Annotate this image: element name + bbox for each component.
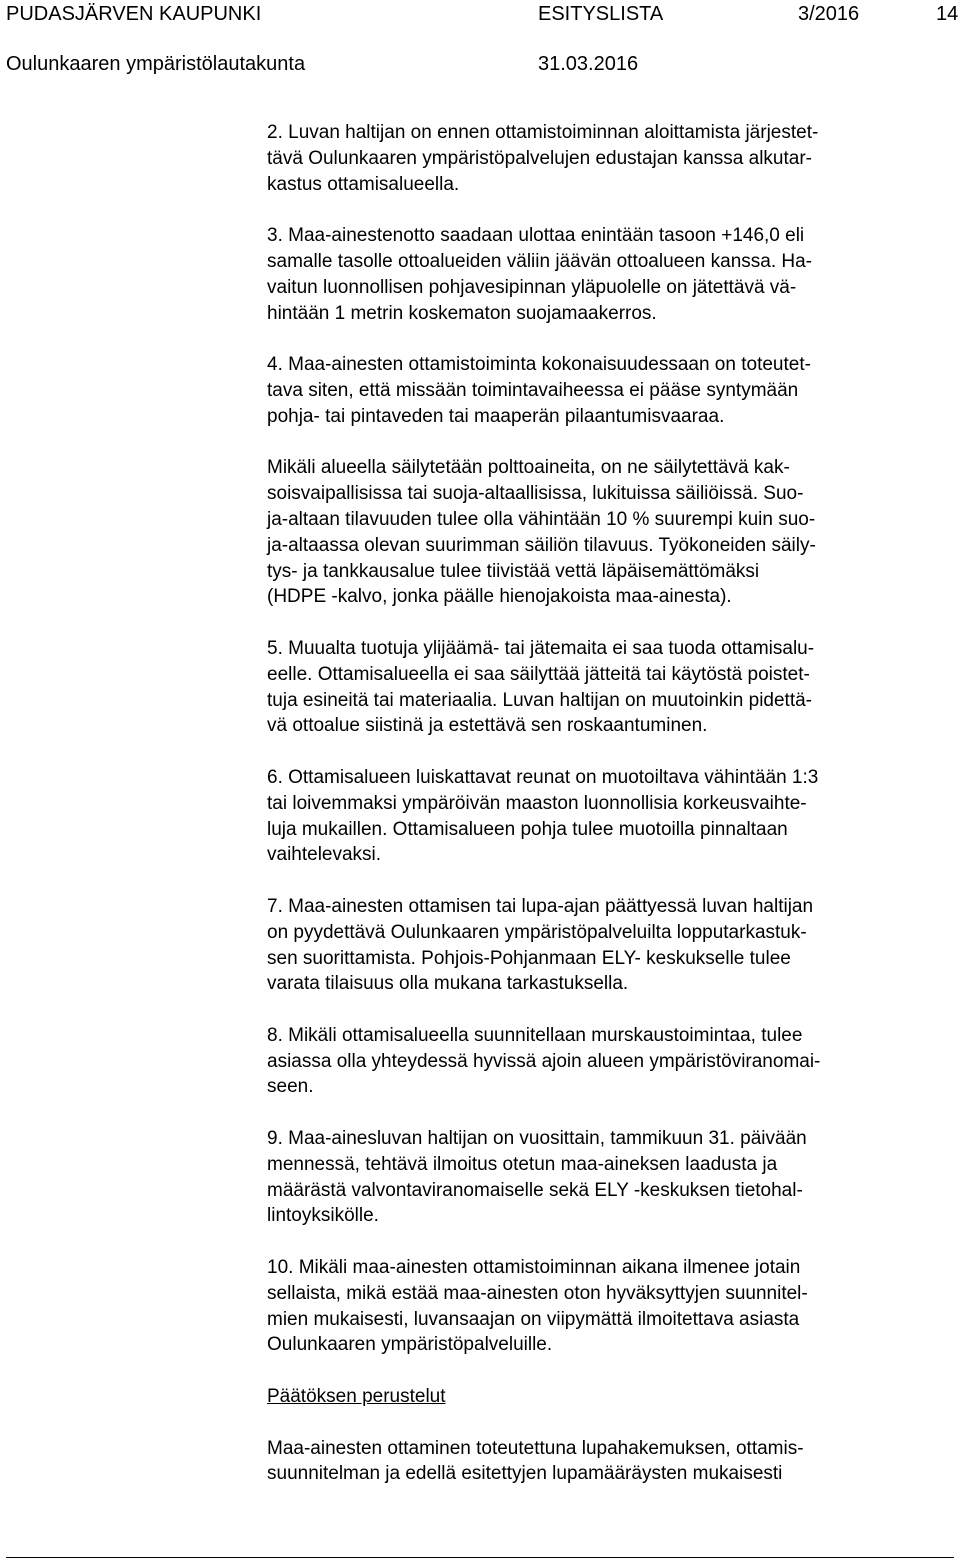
text-line: soisvaipallisissa tai suoja-altaallisissa, lukituissa säiliöissä. Suo- <box>267 483 804 505</box>
text-line: asiassa olla yhteydessä hyvissä ajoin alueen ympäristöviranomai- <box>267 1050 821 1072</box>
organization-name: PUDASJÄRVEN KAUPUNKI <box>6 3 262 25</box>
text-line: pohja- tai pintaveden tai maaperän pilaantumisvaaraa. <box>267 405 725 427</box>
text-line: määrästä valvontaviranomaiselle sekä ELY -keskuksen tietohal- <box>267 1179 803 1201</box>
text-line: (HDPE -kalvo, jonka päälle hienojakoista maa-ainesta). <box>267 586 732 608</box>
text-line: kastus ottamisalueella. <box>267 173 460 195</box>
footer-divider <box>6 1557 954 1558</box>
text-line: 2. Luvan haltijan on ennen ottamistoiminnan aloittamista järjestet- <box>267 122 819 143</box>
text-line: 5. Muualta tuotuja ylijäämä- tai jätemaita ei saa tuoda ottamisalu- <box>267 637 815 659</box>
text-line: varata tilaisuus olla mukana tarkastuksella. <box>267 973 629 995</box>
page-number: 14 <box>936 3 959 25</box>
board-name: Oulunkaaren ympäristölautakunta <box>6 53 306 75</box>
text-line: seen. <box>267 1076 314 1098</box>
condition-paragraph <box>267 1126 957 1229</box>
text-line: mien mukaisesti, luvansaajan on viipymättä ilmoitettava asiasta <box>267 1308 800 1330</box>
text-line: 6. Ottamisalueen luiskattavat reunat on muotoiltava vähintään 1:3 <box>267 766 819 788</box>
text-line: 9. Maa-ainesluvan haltijan on vuosittain, tammikuun 31. päivään <box>267 1128 807 1150</box>
condition-paragraph <box>267 1023 957 1100</box>
text-line: samalle tasolle ottoalueiden väliin jäävän ottoalueen kanssa. Ha- <box>267 250 813 272</box>
condition-paragraph <box>267 455 957 610</box>
text-line: suunnitelman ja edellä esitettyjen lupamääräysten mukaisesti <box>267 1463 783 1485</box>
text-line: vä ottoalue siistinä ja estettävä sen roskaantuminen. <box>267 715 708 737</box>
text-line: ja-altaassa olevan suurimman säiliön tilavuus. Työkoneiden säily- <box>267 534 816 556</box>
condition-paragraph <box>267 223 957 326</box>
document-type: ESITYSLISTA <box>538 3 664 25</box>
text-line: 8. Mikäli ottamisalueella suunnitellaan murskaustoimintaa, tulee <box>267 1024 803 1046</box>
text-line: tava siten, että missään toimintavaiheessa ei pääse syntymään <box>267 379 799 401</box>
text-line: Maa-ainesten ottaminen toteutettuna lupahakemuksen, ottamis- <box>267 1437 804 1459</box>
text-line: 10. Mikäli maa-ainesten ottamistoiminnan aikana ilmenee jotain <box>267 1257 801 1279</box>
text-line: on pyydettävä Oulunkaaren ympäristöpalveluilta lopputarkastuk- <box>267 921 807 943</box>
text-line: vaitun luonnollisen pohjavesipinnan yläpuolelle on jätettävä vä- <box>267 276 797 298</box>
meeting-date: 31.03.2016 <box>538 53 639 75</box>
document-number: 3/2016 <box>798 3 860 25</box>
text-line: sen suorittamista. Pohjois-Pohjanmaan ELY- keskukselle tulee <box>267 947 791 969</box>
text-line: eelle. Ottamisalueella ei saa säilyttää jätteitä tai käytöstä poistet- <box>267 663 810 685</box>
condition-paragraph <box>267 894 957 997</box>
condition-paragraph <box>267 636 957 739</box>
text-line: 4. Maa-ainesten ottamistoiminta kokonaisuudessaan on toteutet- <box>267 354 811 376</box>
text-line: tävä Oulunkaaren ympäristöpalvelujen edustajan kanssa alkutar- <box>267 147 812 169</box>
condition-paragraph <box>267 1255 957 1358</box>
text-line: Oulunkaaren ympäristöpalveluille. <box>267 1334 553 1356</box>
text-line: 3. Maa-ainestenotto saadaan ulottaa enintään tasoon +146,0 eli <box>267 225 805 247</box>
text-line: vaihtelevaksi. <box>267 844 382 866</box>
final-paragraph <box>267 1436 957 1488</box>
text-line: lintoyksikölle. <box>267 1205 379 1227</box>
condition-paragraph <box>267 120 957 197</box>
text-line: ja-altaan tilavuuden tulee olla vähintään 10 % suurempi kuin suo- <box>267 508 816 530</box>
text-line: tys- ja tankkausalue tulee tiivistää vettä läpäisemättömäksi <box>267 560 760 582</box>
permit-conditions <box>267 120 957 1358</box>
text-line: 7. Maa-ainesten ottamisen tai lupa-ajan päättyessä luvan haltijan <box>267 895 814 917</box>
text-line: sellaista, mikä estää maa-ainesten oton hyväksyttyjen suunnitel- <box>267 1282 808 1304</box>
text-line: hintään 1 metrin koskematon suojamaakerros. <box>267 302 657 324</box>
condition-paragraph <box>267 352 957 429</box>
text-line: Mikäli alueella säilytetään polttoaineita, on ne säilytettävä kak- <box>267 457 790 479</box>
text-line: luja mukaillen. Ottamisalueen pohja tulee muotoilla pinnaltaan <box>267 818 788 840</box>
text-line: tai loivemmaksi ympäröivän maaston luonnollisia korkeusvaihte- <box>267 792 807 814</box>
text-line: tuja esineitä tai materiaalia. Luvan haltijan on muutoinkin pidettä- <box>267 689 812 711</box>
document-body <box>267 120 957 1513</box>
section-heading-text: Päätöksen perustelut <box>267 1386 446 1408</box>
text-line: mennessä, tehtävä ilmoitus otetun maa-aineksen laadusta ja <box>267 1153 778 1175</box>
condition-paragraph <box>267 765 957 868</box>
section-heading <box>267 1384 957 1410</box>
